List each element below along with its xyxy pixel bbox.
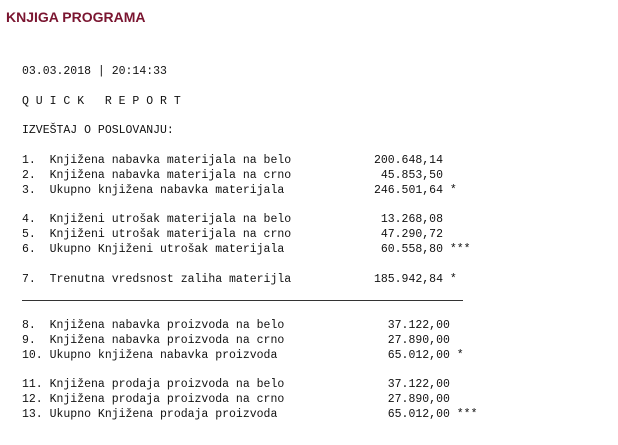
report-row-5: 5. Knjiženi utrošak materijala na crno 47.290,72 xyxy=(22,228,443,241)
page-title: KNJIGA PROGRAMA xyxy=(6,9,146,25)
report-row-12: 12. Knjižena prodaja proizvoda na crno 27.890,00 xyxy=(22,393,450,406)
report-row-6: 6. Ukupno Knjiženi utrošak materijala 60.558,80 *** xyxy=(22,243,471,256)
report-row-1: 1. Knjižena nabavka materijala na belo 200.648,14 xyxy=(22,154,443,167)
section-divider xyxy=(22,300,463,301)
report-row-11: 11. Knjižena prodaja proizvoda na belo 37.122,00 xyxy=(22,378,450,391)
report-row-3: 3. Ukupno knjižena nabavka materijala 246.501,64 * xyxy=(22,184,457,197)
report-row-2: 2. Knjižena nabavka materijala na crno 45.853,50 xyxy=(22,169,443,182)
report-row-8: 8. Knjižena nabavka proizvoda na belo 37.122,00 xyxy=(22,319,450,332)
report-heading: Q U I C K R E P O R T xyxy=(22,95,181,108)
report-row-7: 7. Trenutna vredsnost zaliha materijla 185.942,84 * xyxy=(22,273,457,286)
report-row-10: 10. Ukupno knjižena nabavka proizvoda 65.012,00 * xyxy=(22,349,464,362)
report-row-9: 9. Knjižena nabavka proizvoda na crno 27.890,00 xyxy=(22,334,450,347)
report-row-4: 4. Knjiženi utrošak materijala na belo 13.268,08 xyxy=(22,213,443,226)
report-row-13: 13. Ukupno Knjižena prodaja proizvoda 65.012,00 *** xyxy=(22,408,478,421)
report-subheading: IZVEŠTAJ O POSLOVANJU: xyxy=(22,124,174,137)
report-datetime: 03.03.2018 | 20:14:33 xyxy=(22,65,167,78)
